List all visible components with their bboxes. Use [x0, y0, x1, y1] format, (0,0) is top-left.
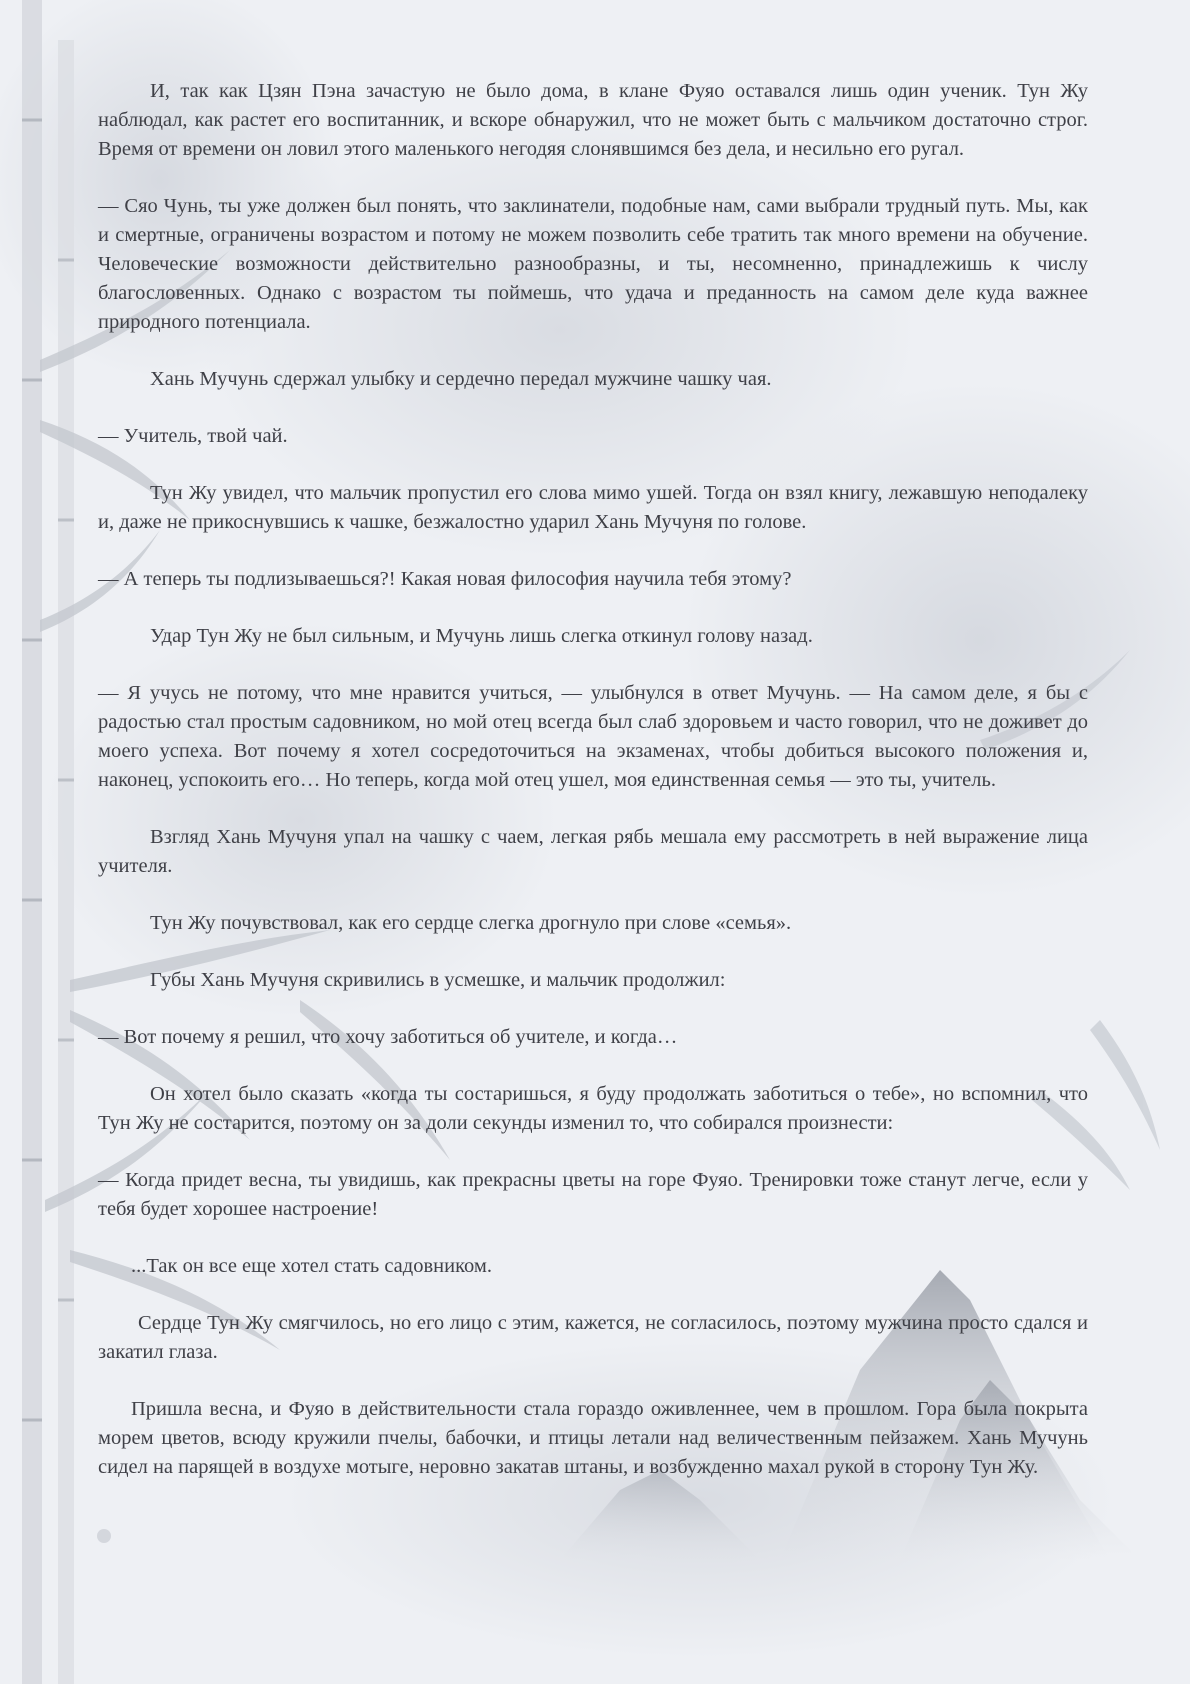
paragraph: Хань Мучунь сдержал улыбку и сердечно передал мужчине чашку чая.	[150, 368, 772, 390]
paragraph: И, так как Цзян Пэна зачастую не было дома, в клане Фуяо оставался лишь один ученик. Тун Жу наблюдал, как растет его воспитанник, и вскоре обнаружил, что не может быть с мальчиком достаточно строг. Время от времени он ловил этого маленького негодяя слонявшимся без дела, и несильно его ругал.	[98, 80, 1088, 160]
paragraph: Пришла весна, и Фуяо в действительности стала гораздо оживленнее, чем в прошлом. Гора была покрыта морем цветов, всюду кружили пчелы, бабочки, и птицы летали над величественным пейзажем. Хань Мучунь сидел на парящей в воздухе мотыге, неровно закатав штаны, и возбужденно махал рукой в сторону Тун Жу.	[98, 1398, 1088, 1478]
paragraph: Тун Жу почувствовал, как его сердце слегка дрогнуло при слове «семья».	[150, 912, 792, 934]
paragraph: Сердце Тун Жу смягчилось, но его лицо с этим, кажется, не согласилось, поэтому мужчина просто сдался и закатил глаза.	[98, 1312, 1088, 1363]
paragraph: — Когда придет весна, ты увидишь, как прекрасны цветы на горе Фуяо. Тренировки тоже станут легче, если у тебя будет хорошее настроение!	[98, 1169, 1088, 1220]
paragraph: — Я учусь не потому, что мне нравится учиться, — улыбнулся в ответ Мучунь. — На самом деле, я бы с радостью стал простым садовником, но мой отец всегда был слаб здоровьем и часто говорил, что не доживет до моего успеха. Вот почему я хотел сосредоточиться на экзаменах, чтобы добиться высокого положения и, наконец, успокоить его… Но теперь, когда мой отец ушел, моя единственная семья — это ты, учитель.	[98, 682, 1088, 791]
paragraph: Удар Тун Жу не был сильным, и Мучунь лишь слегка откинул голову назад.	[150, 625, 813, 647]
paragraph: Он хотел было сказать «когда ты состаришься, я буду продолжать заботиться о тебе», но вспомнил, что Тун Жу не состарится, поэтому он за доли секунды изменил то, что собирался произнести:	[98, 1083, 1088, 1134]
paragraph: Взгляд Хань Мучуня упал на чашку с чаем, легкая рябь мешала ему рассмотреть в ней выражение лица учителя.	[98, 826, 1088, 877]
paragraph: — А теперь ты подлизываешься?! Какая новая философия научила тебя этому?	[98, 568, 792, 590]
paragraph: — Учитель, твой чай.	[98, 425, 288, 447]
paragraph: — Вот почему я решил, что хочу заботиться об учителе, и когда…	[98, 1026, 678, 1048]
paragraph: Тун Жу увидел, что мальчик пропустил его слова мимо ушей. Тогда он взял книгу, лежавшую неподалеку и, даже не прикоснувшись к чашке, безжалостно ударил Хань Мучуня по голове.	[98, 482, 1088, 533]
document-body	[98, 77, 1088, 1482]
paragraph: ...Так он все еще хотел стать садовником.	[131, 1255, 492, 1277]
paragraph: — Сяо Чунь, ты уже должен был понять, что заклинатели, подобные нам, сами выбрали трудный путь. Мы, как и смертные, ограничены возрастом и потому не можем позволить себе тратить так много времени на обучение. Человеческие возможности действительно разнообразны, и ты, несомненно, принадлежишь к числу благословенных. Однако с возрастом ты поймешь, что удача и преданность на самом деле куда важнее природного потенциала.	[98, 195, 1088, 333]
paragraph: Губы Хань Мучуня скривились в усмешке, и мальчик продолжил:	[150, 969, 726, 991]
